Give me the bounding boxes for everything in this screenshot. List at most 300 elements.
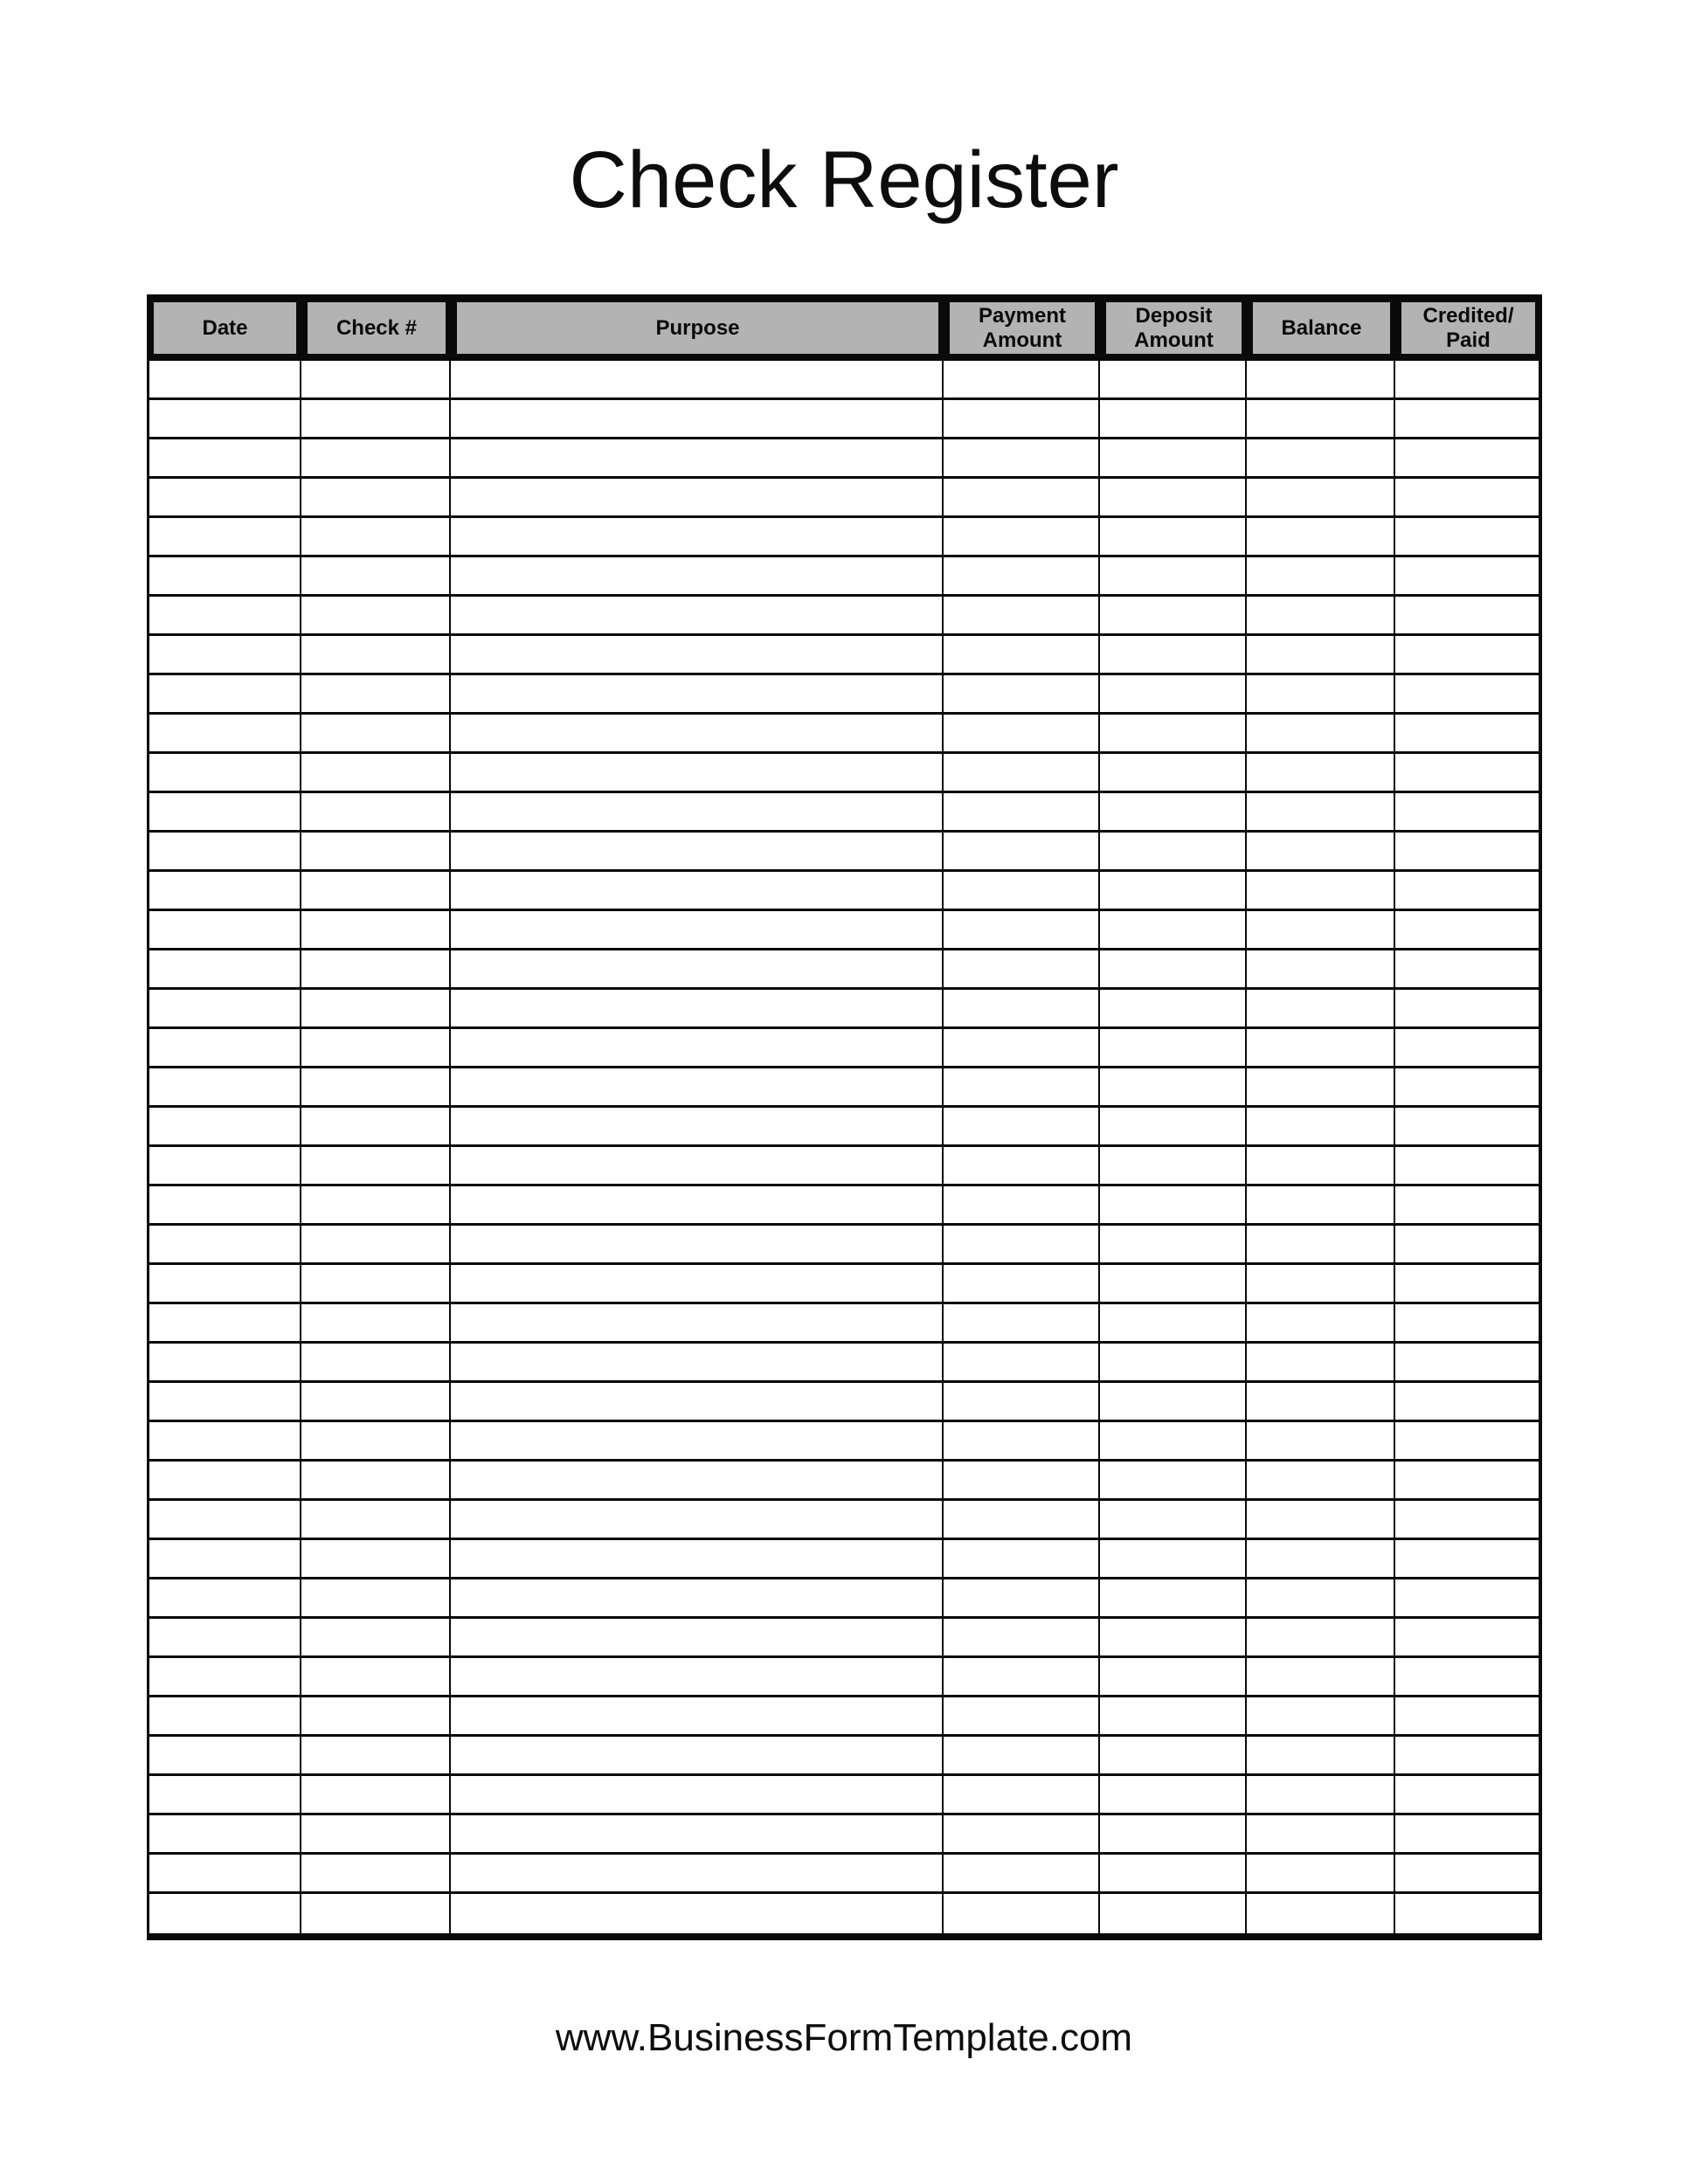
cell-payment-amount[interactable] bbox=[944, 1462, 1100, 1498]
cell-payment-amount[interactable] bbox=[944, 1776, 1100, 1813]
cell-check-number[interactable] bbox=[301, 754, 451, 791]
cell-balance[interactable] bbox=[1247, 1344, 1395, 1380]
cell-payment-amount[interactable] bbox=[944, 1697, 1100, 1734]
cell-balance[interactable] bbox=[1247, 754, 1395, 791]
cell-purpose[interactable] bbox=[451, 1147, 944, 1184]
cell-payment-amount[interactable] bbox=[944, 793, 1100, 830]
cell-credited-paid[interactable] bbox=[1395, 636, 1539, 673]
cell-date[interactable] bbox=[149, 1108, 301, 1144]
cell-payment-amount[interactable] bbox=[944, 1304, 1100, 1341]
cell-deposit-amount[interactable] bbox=[1100, 833, 1247, 869]
cell-balance[interactable] bbox=[1247, 1697, 1395, 1734]
cell-balance[interactable] bbox=[1247, 1619, 1395, 1655]
cell-check-number[interactable] bbox=[301, 557, 451, 594]
cell-check-number[interactable] bbox=[301, 1697, 451, 1734]
cell-balance[interactable] bbox=[1247, 1383, 1395, 1420]
cell-credited-paid[interactable] bbox=[1395, 911, 1539, 948]
cell-deposit-amount[interactable] bbox=[1100, 1462, 1247, 1498]
cell-deposit-amount[interactable] bbox=[1100, 1815, 1247, 1852]
cell-credited-paid[interactable] bbox=[1395, 557, 1539, 594]
cell-purpose[interactable] bbox=[451, 1462, 944, 1498]
cell-date[interactable] bbox=[149, 833, 301, 869]
table-row bbox=[149, 1068, 1539, 1108]
cell-purpose[interactable] bbox=[451, 1540, 944, 1577]
cell-balance[interactable] bbox=[1247, 872, 1395, 909]
table-row bbox=[149, 1540, 1539, 1579]
cell-check-number[interactable] bbox=[301, 1501, 451, 1538]
cell-date[interactable] bbox=[149, 636, 301, 673]
cell-payment-amount[interactable] bbox=[944, 1186, 1100, 1223]
cell-credited-paid[interactable] bbox=[1395, 597, 1539, 633]
cell-date[interactable] bbox=[149, 1226, 301, 1262]
cell-balance[interactable] bbox=[1247, 715, 1395, 751]
cell-balance[interactable] bbox=[1247, 1540, 1395, 1577]
cell-deposit-amount[interactable] bbox=[1100, 1383, 1247, 1420]
cell-balance[interactable] bbox=[1247, 1579, 1395, 1616]
cell-check-number[interactable] bbox=[301, 518, 451, 555]
table-row bbox=[149, 1855, 1539, 1894]
cell-check-number[interactable] bbox=[301, 1344, 451, 1380]
table-row bbox=[149, 597, 1539, 636]
cell-date[interactable] bbox=[149, 479, 301, 515]
cell-deposit-amount[interactable] bbox=[1100, 1186, 1247, 1223]
cell-check-number[interactable] bbox=[301, 1776, 451, 1813]
cell-credited-paid[interactable] bbox=[1395, 1579, 1539, 1616]
cell-deposit-amount[interactable] bbox=[1100, 1658, 1247, 1695]
cell-date[interactable] bbox=[149, 754, 301, 791]
cell-date[interactable] bbox=[149, 361, 301, 397]
cell-date[interactable] bbox=[149, 597, 301, 633]
cell-deposit-amount[interactable] bbox=[1100, 557, 1247, 594]
table-row bbox=[149, 518, 1539, 557]
cell-check-number[interactable] bbox=[301, 1815, 451, 1852]
cell-balance[interactable] bbox=[1247, 833, 1395, 869]
cell-date[interactable] bbox=[149, 1855, 301, 1891]
cell-credited-paid[interactable] bbox=[1395, 1147, 1539, 1184]
table-row bbox=[149, 479, 1539, 518]
cell-check-number[interactable] bbox=[301, 1579, 451, 1616]
cell-date[interactable] bbox=[149, 1068, 301, 1105]
cell-payment-amount[interactable] bbox=[944, 636, 1100, 673]
table-row bbox=[149, 1186, 1539, 1226]
cell-purpose[interactable] bbox=[451, 1304, 944, 1341]
cell-deposit-amount[interactable] bbox=[1100, 1304, 1247, 1341]
cell-purpose[interactable] bbox=[451, 754, 944, 791]
cell-balance[interactable] bbox=[1247, 1815, 1395, 1852]
cell-payment-amount[interactable] bbox=[944, 675, 1100, 712]
cell-purpose[interactable] bbox=[451, 1383, 944, 1420]
cell-purpose[interactable] bbox=[451, 1697, 944, 1734]
cell-payment-amount[interactable] bbox=[944, 1815, 1100, 1852]
cell-credited-paid[interactable] bbox=[1395, 1697, 1539, 1734]
cell-date[interactable] bbox=[149, 518, 301, 555]
cell-balance[interactable] bbox=[1247, 400, 1395, 437]
cell-credited-paid[interactable] bbox=[1395, 1383, 1539, 1420]
cell-balance[interactable] bbox=[1247, 557, 1395, 594]
cell-deposit-amount[interactable] bbox=[1100, 1579, 1247, 1616]
cell-credited-paid[interactable] bbox=[1395, 1540, 1539, 1577]
cell-purpose[interactable] bbox=[451, 950, 944, 987]
cell-deposit-amount[interactable] bbox=[1100, 1697, 1247, 1734]
cell-date[interactable] bbox=[149, 950, 301, 987]
cell-credited-paid[interactable] bbox=[1395, 833, 1539, 869]
cell-check-number[interactable] bbox=[301, 1737, 451, 1773]
cell-credited-paid[interactable] bbox=[1395, 1658, 1539, 1695]
cell-purpose[interactable] bbox=[451, 1344, 944, 1380]
cell-date[interactable] bbox=[149, 1462, 301, 1498]
table-row bbox=[149, 911, 1539, 950]
cell-credited-paid[interactable] bbox=[1395, 1304, 1539, 1341]
cell-deposit-amount[interactable] bbox=[1100, 990, 1247, 1026]
cell-payment-amount[interactable] bbox=[944, 439, 1100, 476]
cell-purpose[interactable] bbox=[451, 1186, 944, 1223]
cell-check-number[interactable] bbox=[301, 1147, 451, 1184]
cell-payment-amount[interactable] bbox=[944, 518, 1100, 555]
cell-deposit-amount[interactable] bbox=[1100, 597, 1247, 633]
cell-purpose[interactable] bbox=[451, 1737, 944, 1773]
cell-payment-amount[interactable] bbox=[944, 715, 1100, 751]
cell-deposit-amount[interactable] bbox=[1100, 518, 1247, 555]
cell-balance[interactable] bbox=[1247, 1265, 1395, 1302]
cell-date[interactable] bbox=[149, 1619, 301, 1655]
cell-credited-paid[interactable] bbox=[1395, 1422, 1539, 1459]
cell-check-number[interactable] bbox=[301, 1619, 451, 1655]
cell-credited-paid[interactable] bbox=[1395, 479, 1539, 515]
table-header-row bbox=[147, 294, 1542, 361]
cell-payment-amount[interactable] bbox=[944, 1226, 1100, 1262]
cell-check-number[interactable] bbox=[301, 1226, 451, 1262]
cell-deposit-amount[interactable] bbox=[1100, 911, 1247, 948]
cell-check-number[interactable] bbox=[301, 1108, 451, 1144]
cell-balance[interactable] bbox=[1247, 675, 1395, 712]
cell-balance[interactable] bbox=[1247, 1186, 1395, 1223]
cell-deposit-amount[interactable] bbox=[1100, 1344, 1247, 1380]
cell-balance[interactable] bbox=[1247, 1422, 1395, 1459]
cell-purpose[interactable] bbox=[451, 675, 944, 712]
cell-check-number[interactable] bbox=[301, 636, 451, 673]
cell-balance[interactable] bbox=[1247, 793, 1395, 830]
cell-payment-amount[interactable] bbox=[944, 1344, 1100, 1380]
cell-date[interactable] bbox=[149, 1304, 301, 1341]
cell-check-number[interactable] bbox=[301, 1894, 451, 1933]
cell-credited-paid[interactable] bbox=[1395, 518, 1539, 555]
table-row bbox=[149, 715, 1539, 754]
cell-deposit-amount[interactable] bbox=[1100, 1265, 1247, 1302]
cell-deposit-amount[interactable] bbox=[1100, 1029, 1247, 1066]
cell-deposit-amount[interactable] bbox=[1100, 754, 1247, 791]
cell-credited-paid[interactable] bbox=[1395, 675, 1539, 712]
table-row bbox=[149, 754, 1539, 793]
cell-purpose[interactable] bbox=[451, 1226, 944, 1262]
cell-credited-paid[interactable] bbox=[1395, 1186, 1539, 1223]
cell-credited-paid[interactable] bbox=[1395, 1619, 1539, 1655]
cell-purpose[interactable] bbox=[451, 1776, 944, 1813]
cell-credited-paid[interactable] bbox=[1395, 1815, 1539, 1852]
cell-payment-amount[interactable] bbox=[944, 1579, 1100, 1616]
cell-deposit-amount[interactable] bbox=[1100, 1894, 1247, 1933]
cell-balance[interactable] bbox=[1247, 597, 1395, 633]
cell-payment-amount[interactable] bbox=[944, 1029, 1100, 1066]
cell-payment-amount[interactable] bbox=[944, 990, 1100, 1026]
cell-purpose[interactable] bbox=[451, 990, 944, 1026]
cell-balance[interactable] bbox=[1247, 1108, 1395, 1144]
cell-payment-amount[interactable] bbox=[944, 833, 1100, 869]
cell-check-number[interactable] bbox=[301, 1265, 451, 1302]
cell-purpose[interactable] bbox=[451, 361, 944, 397]
cell-deposit-amount[interactable] bbox=[1100, 1226, 1247, 1262]
cell-deposit-amount[interactable] bbox=[1100, 1619, 1247, 1655]
cell-date[interactable] bbox=[149, 1029, 301, 1066]
cell-purpose[interactable] bbox=[451, 636, 944, 673]
cell-balance[interactable] bbox=[1247, 1304, 1395, 1341]
cell-date[interactable] bbox=[149, 1265, 301, 1302]
cell-purpose[interactable] bbox=[451, 1815, 944, 1852]
cell-payment-amount[interactable] bbox=[944, 1265, 1100, 1302]
cell-credited-paid[interactable] bbox=[1395, 1108, 1539, 1144]
cell-purpose[interactable] bbox=[451, 1265, 944, 1302]
cell-purpose[interactable] bbox=[451, 1029, 944, 1066]
cell-payment-amount[interactable] bbox=[944, 361, 1100, 397]
cell-purpose[interactable] bbox=[451, 1619, 944, 1655]
cell-payment-amount[interactable] bbox=[944, 557, 1100, 594]
cell-credited-paid[interactable] bbox=[1395, 715, 1539, 751]
cell-credited-paid[interactable] bbox=[1395, 1855, 1539, 1891]
cell-credited-paid[interactable] bbox=[1395, 1462, 1539, 1498]
cell-deposit-amount[interactable] bbox=[1100, 400, 1247, 437]
cell-credited-paid[interactable] bbox=[1395, 1068, 1539, 1105]
cell-check-number[interactable] bbox=[301, 715, 451, 751]
cell-deposit-amount[interactable] bbox=[1100, 1855, 1247, 1891]
cell-purpose[interactable] bbox=[451, 557, 944, 594]
cell-balance[interactable] bbox=[1247, 518, 1395, 555]
cell-deposit-amount[interactable] bbox=[1100, 1422, 1247, 1459]
cell-deposit-amount[interactable] bbox=[1100, 1068, 1247, 1105]
cell-purpose[interactable] bbox=[451, 1108, 944, 1144]
cell-payment-amount[interactable] bbox=[944, 1737, 1100, 1773]
cell-check-number[interactable] bbox=[301, 793, 451, 830]
cell-date[interactable] bbox=[149, 1147, 301, 1184]
cell-deposit-amount[interactable] bbox=[1100, 793, 1247, 830]
cell-purpose[interactable] bbox=[451, 597, 944, 633]
cell-credited-paid[interactable] bbox=[1395, 1894, 1539, 1933]
cell-payment-amount[interactable] bbox=[944, 1422, 1100, 1459]
cell-check-number[interactable] bbox=[301, 1462, 451, 1498]
cell-balance[interactable] bbox=[1247, 479, 1395, 515]
cell-check-number[interactable] bbox=[301, 400, 451, 437]
cell-check-number[interactable] bbox=[301, 597, 451, 633]
cell-payment-amount[interactable] bbox=[944, 1068, 1100, 1105]
cell-check-number[interactable] bbox=[301, 1855, 451, 1891]
cell-purpose[interactable] bbox=[451, 1068, 944, 1105]
cell-deposit-amount[interactable] bbox=[1100, 872, 1247, 909]
cell-credited-paid[interactable] bbox=[1395, 1029, 1539, 1066]
cell-date[interactable] bbox=[149, 557, 301, 594]
cell-check-number[interactable] bbox=[301, 675, 451, 712]
cell-deposit-amount[interactable] bbox=[1100, 1737, 1247, 1773]
cell-credited-paid[interactable] bbox=[1395, 1226, 1539, 1262]
cell-balance[interactable] bbox=[1247, 1658, 1395, 1695]
cell-check-number[interactable] bbox=[301, 1186, 451, 1223]
table-row bbox=[149, 990, 1539, 1029]
cell-balance[interactable] bbox=[1247, 636, 1395, 673]
cell-balance[interactable] bbox=[1247, 990, 1395, 1026]
cell-check-number[interactable] bbox=[301, 1304, 451, 1341]
cell-deposit-amount[interactable] bbox=[1100, 1540, 1247, 1577]
cell-purpose[interactable] bbox=[451, 715, 944, 751]
cell-credited-paid[interactable] bbox=[1395, 1501, 1539, 1538]
cell-purpose[interactable] bbox=[451, 833, 944, 869]
cell-date[interactable] bbox=[149, 911, 301, 948]
cell-purpose[interactable] bbox=[451, 1422, 944, 1459]
cell-purpose[interactable] bbox=[451, 872, 944, 909]
cell-payment-amount[interactable] bbox=[944, 754, 1100, 791]
cell-check-number[interactable] bbox=[301, 1068, 451, 1105]
cell-purpose[interactable] bbox=[451, 518, 944, 555]
cell-date[interactable] bbox=[149, 1579, 301, 1616]
cell-payment-amount[interactable] bbox=[944, 1383, 1100, 1420]
cell-payment-amount[interactable] bbox=[944, 1501, 1100, 1538]
cell-payment-amount[interactable] bbox=[944, 872, 1100, 909]
cell-deposit-amount[interactable] bbox=[1100, 439, 1247, 476]
cell-check-number[interactable] bbox=[301, 833, 451, 869]
cell-purpose[interactable] bbox=[451, 479, 944, 515]
cell-credited-paid[interactable] bbox=[1395, 872, 1539, 909]
table-row bbox=[149, 1501, 1539, 1540]
cell-balance[interactable] bbox=[1247, 1147, 1395, 1184]
cell-deposit-amount[interactable] bbox=[1100, 1501, 1247, 1538]
cell-check-number[interactable] bbox=[301, 1422, 451, 1459]
cell-date[interactable] bbox=[149, 1776, 301, 1813]
cell-balance[interactable] bbox=[1247, 1894, 1395, 1933]
cell-purpose[interactable] bbox=[451, 911, 944, 948]
cell-deposit-amount[interactable] bbox=[1100, 950, 1247, 987]
table-row bbox=[149, 361, 1539, 400]
cell-date[interactable] bbox=[149, 1697, 301, 1734]
cell-date[interactable] bbox=[149, 400, 301, 437]
cell-payment-amount[interactable] bbox=[944, 479, 1100, 515]
cell-credited-paid[interactable] bbox=[1395, 400, 1539, 437]
cell-balance[interactable] bbox=[1247, 439, 1395, 476]
cell-purpose[interactable] bbox=[451, 1501, 944, 1538]
cell-deposit-amount[interactable] bbox=[1100, 675, 1247, 712]
cell-date[interactable] bbox=[149, 715, 301, 751]
cell-check-number[interactable] bbox=[301, 911, 451, 948]
cell-payment-amount[interactable] bbox=[944, 1147, 1100, 1184]
cell-balance[interactable] bbox=[1247, 361, 1395, 397]
cell-balance[interactable] bbox=[1247, 1855, 1395, 1891]
cell-check-number[interactable] bbox=[301, 1383, 451, 1420]
cell-credited-paid[interactable] bbox=[1395, 1737, 1539, 1773]
cell-deposit-amount[interactable] bbox=[1100, 479, 1247, 515]
column-header-payment-amount: Payment Amount bbox=[950, 302, 1095, 354]
cell-credited-paid[interactable] bbox=[1395, 950, 1539, 987]
cell-date[interactable] bbox=[149, 1540, 301, 1577]
cell-check-number[interactable] bbox=[301, 1540, 451, 1577]
cell-date[interactable] bbox=[149, 1344, 301, 1380]
cell-date[interactable] bbox=[149, 1501, 301, 1538]
cell-payment-amount[interactable] bbox=[944, 1619, 1100, 1655]
cell-balance[interactable] bbox=[1247, 1462, 1395, 1498]
cell-check-number[interactable] bbox=[301, 1029, 451, 1066]
cell-deposit-amount[interactable] bbox=[1100, 715, 1247, 751]
cell-deposit-amount[interactable] bbox=[1100, 361, 1247, 397]
cell-check-number[interactable] bbox=[301, 990, 451, 1026]
table-row bbox=[149, 1579, 1539, 1619]
cell-check-number[interactable] bbox=[301, 950, 451, 987]
cell-credited-paid[interactable] bbox=[1395, 793, 1539, 830]
cell-check-number[interactable] bbox=[301, 439, 451, 476]
cell-date[interactable] bbox=[149, 990, 301, 1026]
cell-date[interactable] bbox=[149, 1658, 301, 1695]
cell-purpose[interactable] bbox=[451, 1579, 944, 1616]
cell-payment-amount[interactable] bbox=[944, 1540, 1100, 1577]
cell-purpose[interactable] bbox=[451, 1658, 944, 1695]
cell-purpose[interactable] bbox=[451, 400, 944, 437]
table-row bbox=[149, 1658, 1539, 1697]
cell-date[interactable] bbox=[149, 1186, 301, 1223]
table-row bbox=[149, 1619, 1539, 1658]
cell-balance[interactable] bbox=[1247, 911, 1395, 948]
cell-date[interactable] bbox=[149, 1422, 301, 1459]
cell-deposit-amount[interactable] bbox=[1100, 1147, 1247, 1184]
cell-payment-amount[interactable] bbox=[944, 1658, 1100, 1695]
table-row bbox=[149, 793, 1539, 833]
cell-payment-amount[interactable] bbox=[944, 400, 1100, 437]
cell-credited-paid[interactable] bbox=[1395, 439, 1539, 476]
cell-date[interactable] bbox=[149, 439, 301, 476]
cell-payment-amount[interactable] bbox=[944, 911, 1100, 948]
cell-payment-amount[interactable] bbox=[944, 1894, 1100, 1933]
cell-payment-amount[interactable] bbox=[944, 950, 1100, 987]
cell-credited-paid[interactable] bbox=[1395, 754, 1539, 791]
cell-date[interactable] bbox=[149, 872, 301, 909]
cell-date[interactable] bbox=[149, 1383, 301, 1420]
cell-date[interactable] bbox=[149, 1737, 301, 1773]
cell-credited-paid[interactable] bbox=[1395, 1344, 1539, 1380]
cell-credited-paid[interactable] bbox=[1395, 990, 1539, 1026]
cell-balance[interactable] bbox=[1247, 1501, 1395, 1538]
cell-credited-paid[interactable] bbox=[1395, 1776, 1539, 1813]
cell-date[interactable] bbox=[149, 675, 301, 712]
cell-credited-paid[interactable] bbox=[1395, 361, 1539, 397]
cell-check-number[interactable] bbox=[301, 872, 451, 909]
cell-deposit-amount[interactable] bbox=[1100, 1776, 1247, 1813]
cell-payment-amount[interactable] bbox=[944, 1855, 1100, 1891]
cell-purpose[interactable] bbox=[451, 439, 944, 476]
cell-purpose[interactable] bbox=[451, 1894, 944, 1933]
cell-balance[interactable] bbox=[1247, 1068, 1395, 1105]
cell-check-number[interactable] bbox=[301, 479, 451, 515]
cell-payment-amount[interactable] bbox=[944, 597, 1100, 633]
cell-date[interactable] bbox=[149, 793, 301, 830]
cell-balance[interactable] bbox=[1247, 1226, 1395, 1262]
cell-balance[interactable] bbox=[1247, 1029, 1395, 1066]
cell-purpose[interactable] bbox=[451, 1855, 944, 1891]
cell-balance[interactable] bbox=[1247, 1737, 1395, 1773]
table-row bbox=[149, 1894, 1539, 1933]
cell-payment-amount[interactable] bbox=[944, 1108, 1100, 1144]
cell-deposit-amount[interactable] bbox=[1100, 1108, 1247, 1144]
cell-check-number[interactable] bbox=[301, 1658, 451, 1695]
cell-credited-paid[interactable] bbox=[1395, 1265, 1539, 1302]
cell-deposit-amount[interactable] bbox=[1100, 636, 1247, 673]
cell-purpose[interactable] bbox=[451, 793, 944, 830]
cell-balance[interactable] bbox=[1247, 1776, 1395, 1813]
cell-date[interactable] bbox=[149, 1894, 301, 1933]
cell-date[interactable] bbox=[149, 1815, 301, 1852]
cell-balance[interactable] bbox=[1247, 950, 1395, 987]
cell-check-number[interactable] bbox=[301, 361, 451, 397]
